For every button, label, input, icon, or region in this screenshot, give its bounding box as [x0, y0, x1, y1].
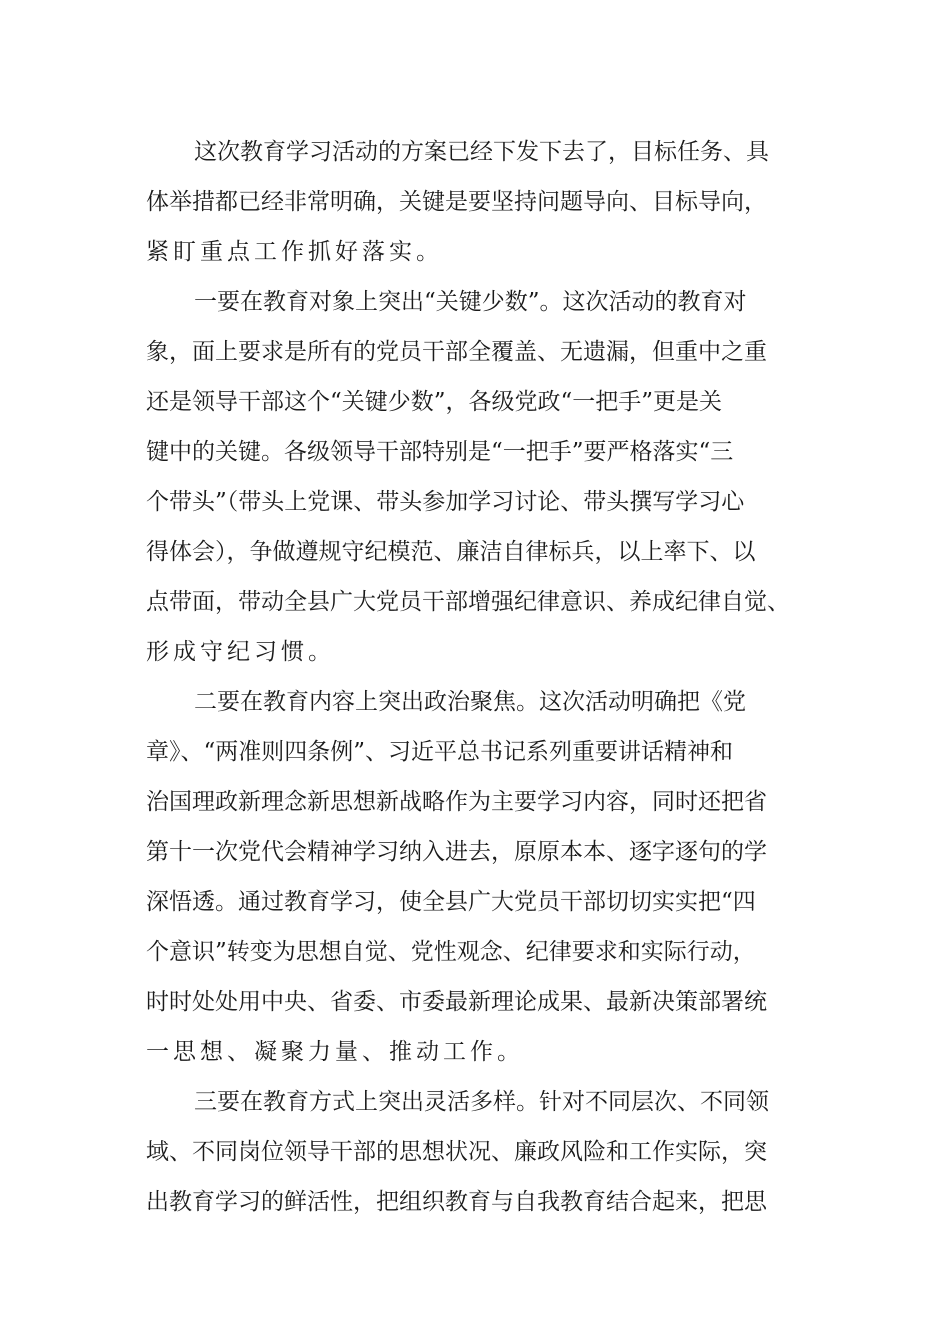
- paragraph-2-line-8: 形成守纪习惯。: [146, 639, 335, 665]
- paragraph-1-line-3: 紧盯重点工作抓好落实。: [146, 239, 443, 265]
- paragraph-2-line-5: 个带头”（带头上党课、带头参加学习讨论、带头撰写学习心: [146, 489, 745, 515]
- paragraph-3-line-2: 章》、“两准则四条例”、习近平总书记系列重要讲话精神和: [146, 739, 734, 765]
- paragraph-3-line-8: 一思想、凝聚力量、推动工作。: [146, 1039, 524, 1065]
- paragraph-4-line-3: 出教育学习的鲜活性，把组织教育与自我教育结合起来，把思: [146, 1189, 767, 1215]
- paragraph-3-line-7: 时时处处用中央、省委、市委最新理论成果、最新决策部署统: [146, 989, 767, 1015]
- paragraph-1-line-2: 体举措都已经非常明确，关键是要坚持问题导向、目标导向，: [146, 189, 767, 215]
- paragraph-2-line-3: 还是领导干部这个“关键少数”，各级党政“一把手”更是关: [146, 389, 723, 415]
- paragraph-3-line-4: 第十一次党代会精神学习纳入进去，原原本本、逐字逐句的学: [146, 839, 767, 865]
- paragraph-2-line-1: 一要在教育对象上突出“关键少数”。这次活动的教育对: [194, 289, 747, 315]
- paragraph-2-line-2: 象，面上要求是所有的党员干部全覆盖、无遗漏，但重中之重: [146, 339, 767, 365]
- paragraph-3-line-5: 深悟透。通过教育学习，使全县广大党员干部切切实实把“四: [146, 889, 756, 915]
- paragraph-2-line-7: 点带面，带动全县广大党员干部增强纪律意识、养成纪律自觉、: [146, 589, 790, 615]
- paragraph-4-line-2: 域、不同岗位领导干部的思想状况、廉政风险和工作实际，突: [146, 1139, 767, 1165]
- paragraph-3-line-6: 个意识”转变为思想自觉、党性观念、纪律要求和实际行动，: [146, 939, 756, 965]
- paragraph-2-line-4: 键中的关键。各级领导干部特别是“一把手”要严格落实“三: [146, 439, 734, 465]
- paragraph-1-line-1: 这次教育学习活动的方案已经下发下去了，目标任务、具: [194, 139, 769, 165]
- paragraph-2-line-6: 得体会），争做遵规守纪模范、廉洁自律标兵，以上率下、以: [146, 539, 756, 565]
- paragraph-3-line-1: 二要在教育内容上突出政治聚焦。这次活动明确把《党: [194, 689, 746, 715]
- paragraph-3-line-3: 治国理政新理念新思想新战略作为主要学习内容，同时还把省: [146, 789, 767, 815]
- paragraph-4-line-1: 三要在教育方式上突出灵活多样。针对不同层次、不同领: [194, 1089, 769, 1115]
